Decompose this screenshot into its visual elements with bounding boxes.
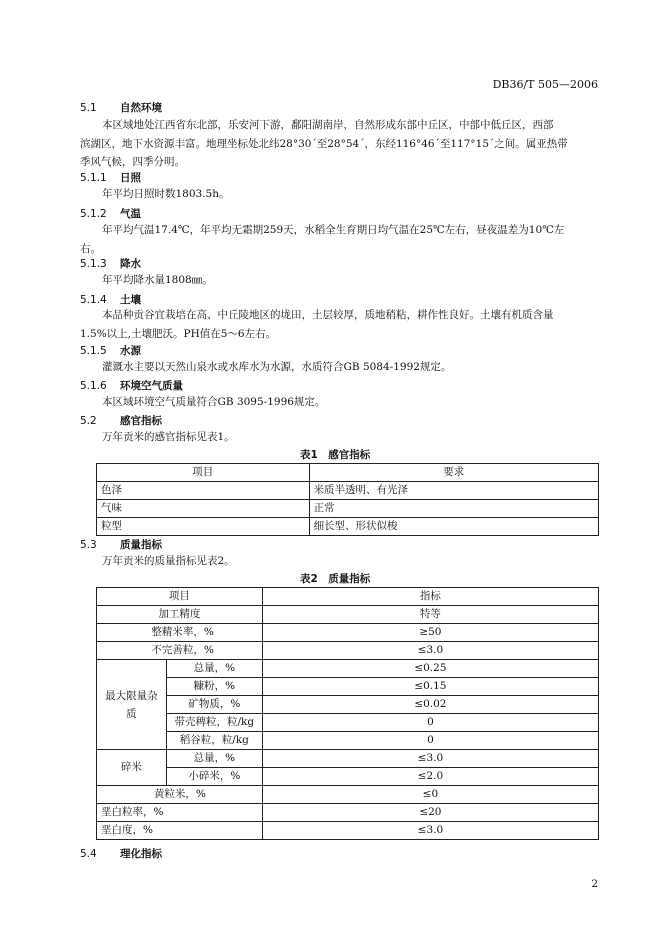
heading-5-2: 5.2 感官指标 — [80, 415, 162, 427]
para-5-2: 万年贡米的感官指标见表1。 — [102, 431, 235, 443]
table-row — [97, 482, 599, 500]
table-row — [97, 714, 599, 732]
heading-5-3: 5.3 质量指标 — [80, 539, 162, 551]
cell: 整精米率，% — [97, 624, 263, 642]
cell: ≤3.0 — [262, 642, 598, 660]
cell: 加工精度 — [97, 606, 263, 624]
table-row — [97, 500, 599, 518]
table-sensory — [96, 463, 599, 536]
cell: 总量，% — [166, 750, 262, 768]
broken-label: 碎米 — [97, 750, 167, 786]
cell: 0 — [262, 714, 598, 732]
table-quality — [96, 587, 599, 840]
table-row — [97, 732, 599, 750]
heading-5-1-6: 5.1.6 环境空气质量 — [80, 380, 183, 392]
header-item: 项目 — [97, 464, 310, 482]
table-row — [97, 660, 599, 678]
table-row — [97, 768, 599, 786]
cell: ≤0.25 — [262, 660, 598, 678]
table-row — [97, 804, 599, 822]
cell: 不完善粒，% — [97, 642, 263, 660]
table-row — [97, 642, 599, 660]
cell: ≤0.15 — [262, 678, 598, 696]
cell: 正常 — [309, 500, 598, 518]
cell: ≤20 — [262, 804, 598, 822]
cell: 米质半透明、有光泽 — [309, 482, 598, 500]
table2-caption: 表2 质量指标 — [300, 573, 371, 585]
cell: ≤3.0 — [262, 822, 598, 840]
table1-caption: 表1 感官指标 — [300, 449, 371, 461]
page-number: 2 — [591, 878, 598, 890]
table-row — [97, 588, 599, 606]
header-item: 项目 — [97, 588, 263, 606]
cell: 粒型 — [97, 518, 310, 536]
heading-5-1: 5.1 自然环境 — [80, 102, 162, 114]
heading-5-4: 5.4 理化指标 — [80, 848, 162, 860]
table-row — [97, 606, 599, 624]
table-row — [97, 750, 599, 768]
table-row — [97, 678, 599, 696]
para-5-1-2: 年平均气温17.4℃，年平均无霜期259天，水稻全生育期日均气温在25℃左右，昼夜温差为10℃左 右。 — [80, 224, 565, 255]
heading-5-1-5: 5.1.5 水源 — [80, 345, 141, 357]
heading-5-1-1: 5.1.1 日照 — [80, 172, 141, 184]
para-5-1-4: 本品种贡谷宜栽培在高、中丘陵地区的垅田，土层较厚，质地稍粘，耕作性良好。土壤有机质含量 1.5%以上,土壤肥沃。PH值在5～6左右。 — [80, 309, 554, 340]
cell: 黄粒米，% — [97, 786, 263, 804]
cell: 糠粉，% — [166, 678, 262, 696]
table-row — [97, 624, 599, 642]
doc-code: DB36/T 505—2006 — [492, 78, 598, 91]
table-row — [97, 696, 599, 714]
cell: ≤2.0 — [262, 768, 598, 786]
table-row — [97, 786, 599, 804]
para-5-1-6: 本区域环境空气质量符合GB 3095-1996规定。 — [102, 396, 326, 408]
para-5-1-1: 年平均日照时数1803.5h。 — [102, 188, 230, 200]
cell: 小碎米，% — [166, 768, 262, 786]
cell: 垩白粒率，% — [97, 804, 263, 822]
table-row — [97, 464, 599, 482]
cell: 垩白度，% — [97, 822, 263, 840]
cell: 气味 — [97, 500, 310, 518]
header-requirement: 要求 — [309, 464, 598, 482]
impurity-label: 最大限量杂质 — [97, 660, 167, 750]
heading-5-1-3: 5.1.3 降水 — [80, 258, 141, 270]
cell: 总量，% — [166, 660, 262, 678]
header-index: 指标 — [262, 588, 598, 606]
para-5-1: 本区域地处江西省东北部，乐安河下游，鄱阳湖南岸，自然形成东部中丘区，中部中低丘区，西部 滨湖区，地下水资源丰富。地理坐标处北纬28°30´至28°54´，东经116°46´至117°15´之间。属亚热带 季风气候，四季分明。 — [80, 119, 568, 168]
cell: 特等 — [262, 606, 598, 624]
cell: ≥50 — [262, 624, 598, 642]
heading-5-1-2: 5.1.2 气温 — [80, 208, 141, 220]
cell: 稻谷粒，粒/kg — [166, 732, 262, 750]
para-5-3: 万年贡米的质量指标见表2。 — [102, 555, 235, 567]
para-5-1-3: 年平均降水量1808㎜。 — [102, 274, 213, 286]
cell: ≤0.02 — [262, 696, 598, 714]
cell: 0 — [262, 732, 598, 750]
table-row — [97, 518, 599, 536]
para-5-1-5: 灌溉水主要以天然山泉水或水库水为水源，水质符合GB 5084-1992规定。 — [102, 361, 452, 373]
table-row — [97, 822, 599, 840]
cell: 细长型、形状似梭 — [309, 518, 598, 536]
cell: ≤3.0 — [262, 750, 598, 768]
cell: 带壳稗粒，粒/kg — [166, 714, 262, 732]
cell: 矿物质，% — [166, 696, 262, 714]
cell: ≤0 — [262, 786, 598, 804]
heading-5-1-4: 5.1.4 土壤 — [80, 294, 141, 306]
cell: 色泽 — [97, 482, 310, 500]
